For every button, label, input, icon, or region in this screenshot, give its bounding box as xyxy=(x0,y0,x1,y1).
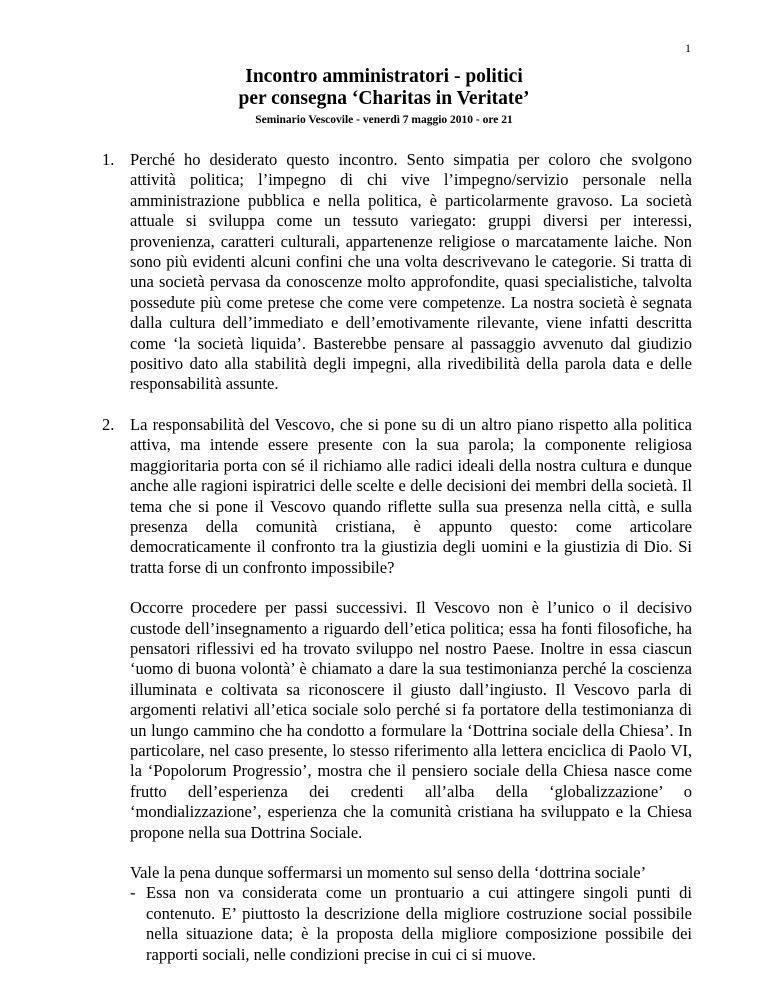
document-body xyxy=(102,150,692,965)
subtitle: Seminario Vescovile - venerdì 7 maggio 2010 - ore 21 xyxy=(255,114,513,126)
paragraph-occorre: Occorre procedere per passi successivi. Il Vescovo non è l’unico o il decisivo custode dell’insegnamento a riguardo dell’etica politica; essa ha fonti filosofiche, ha pensatori riflessivi ed ha trovato sviluppo nel nostro Paese. Inoltre in essa ciascun ‘uomo di buona volontà’ è chiamato a dare la sua testimonianza perché la coscienza illuminata e coltivata sa riconoscere il giusto dall’ingiusto. Il Vescovo parla di argomenti relativi all’etica sociale solo perché si fa portatore della testimonianza di un lungo cammino che ha condotto a formulare la ‘Dottrina sociale della Chiesa’. In particolare, nel caso presente, lo stesso riferimento alla lettera enciclica di Paolo VI, la ‘Popolorum Progressio’, mostra che il pensiero sociale della Chiesa nasce come frutto dell’esperienza dei credenti all’alba della ‘globalizzazione’ o ‘mondializzazione’, esperienza che la comunità cristiana ha sviluppato e la Chiesa propone nella sua Dottrina Sociale. xyxy=(130,598,692,842)
numbered-item-2 xyxy=(102,415,692,578)
dash-item-text: Essa non va considerata come un prontuario a cui attingere singoli punti di contenuto. E’ piuttosto la descrizione della migliore costruzione social possibile nella situazione data; è la proposta della migliore composizione possibile dei rapporti sociali, nelle condizioni precise in cui ci si muove. xyxy=(146,883,692,964)
numbered-item-1 xyxy=(102,150,692,395)
title-line-1: Incontro amministratori - politici xyxy=(245,66,523,87)
page-number: 1 xyxy=(685,41,691,55)
item-text: La responsabilità del Vescovo, che si pone su di un altro piano rispetto alla politica attiva, ma intende essere presente con la sua parola; la componente religiosa maggioritaria porta con sé il richiamo alle radici ideali della nostra cultura e dunque anche alle ragioni ispiratrici delle scelte e delle decisioni dei membri della società. Il tema che si pone il Vescovo quando riflette sulla sua presenza nella città, e sulla presenza della comunità cristiana, è appunto questo: come articolare democraticamente il confronto tra la giustizia degli uomini e la giustizia di Dio. Si tratta forse di un confronto impossibile? xyxy=(130,414,692,577)
dash-item-1 xyxy=(102,883,692,965)
item-number: 1. xyxy=(102,150,115,169)
item-text: Perché ho desiderato questo incontro. Sento simpatia per coloro che svolgono attività politica; l’impegno di chi vive l’impegno/servizio personale nella amministrazione pubblica e nella politica, è particolarmente gravoso. La società attuale si sviluppa come un tessuto variegato: gruppi diversi per interessi, provenienza, caratteri culturali, appartenenze religiose o marcatamente laiche. Non sono più evidenti alcuni confini che una volta descrivevano le categorie. Si tratta di una società pervasa da conoscenze molto approfondite, quasi specialistiche, talvolta possedute più come pretese che come vere competenze. La nostra società è segnata dalla cultura dell’immediato e dell’emotivamente rilevante, viene infatti descritta come ‘la società liquida’. Basterebbe pensare al passaggio avvenuto dal giudizio positivo dato alla stabilità degli impegni, alla rivedibilità della parola data e delle responsabilità assunte. xyxy=(130,150,692,394)
dash-marker: - xyxy=(130,883,136,903)
title-block xyxy=(0,66,768,128)
item-number: 2. xyxy=(102,414,115,434)
title-line-2: per consegna ‘Charitas in Veritate’ xyxy=(238,88,530,109)
paragraph-vale-la-pena: Vale la pena dunque soffermarsi un momento sul senso della ‘dottrina sociale’ xyxy=(130,863,647,882)
